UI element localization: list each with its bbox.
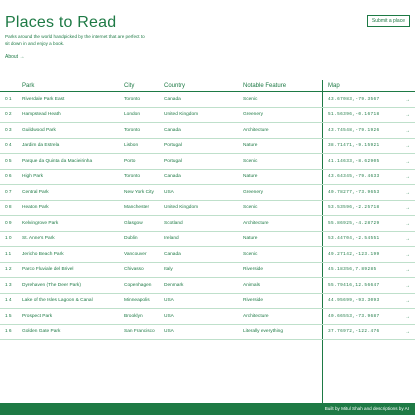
- map-coordinates: 51.56396,-0.16718: [328, 112, 380, 117]
- notable-feature: Literally everything: [243, 329, 283, 334]
- open-arrow-icon[interactable]: →: [405, 267, 410, 273]
- notable-feature: Nature: [243, 174, 258, 179]
- open-arrow-icon[interactable]: →: [405, 158, 410, 165]
- country-name: Canada: [164, 174, 181, 179]
- city-name: Vancouver: [124, 251, 147, 257]
- notable-feature: Greenery: [243, 112, 263, 117]
- table-row[interactable]: [0, 170, 415, 186]
- city-name: Chivasso: [124, 267, 144, 272]
- table-body: [0, 92, 415, 340]
- footer-credit-link[interactable]: Built by Mitul Shah and descriptions by AI: [324, 406, 409, 411]
- column-header-feature: Notable Feature: [243, 83, 287, 89]
- submit-place-button[interactable]: Submit a place: [367, 15, 410, 27]
- map-coordinates: 43.67083,-79.3567: [328, 96, 380, 102]
- map-coordinates: 44.95699,-93.3093: [328, 298, 380, 303]
- table-row[interactable]: [0, 325, 415, 341]
- row-number: 04: [5, 143, 13, 148]
- city-name: Dublin: [124, 236, 138, 241]
- park-name: Prospect Park: [22, 313, 53, 319]
- open-arrow-icon[interactable]: →: [405, 282, 410, 289]
- country-name: Ireland: [164, 236, 179, 241]
- open-arrow-icon[interactable]: →: [405, 205, 410, 211]
- row-number: 06: [5, 174, 13, 179]
- city-name: Manchester: [124, 205, 150, 210]
- park-name: Central Park: [22, 189, 49, 195]
- city-name: Glasgow: [124, 220, 143, 226]
- map-coordinates: 37.76972,-122.476: [328, 329, 380, 334]
- country-name: Canada: [164, 127, 181, 133]
- page-header: [5, 13, 410, 60]
- park-name: Parco Fluviale del Brivel: [22, 267, 74, 272]
- table-row[interactable]: [0, 92, 415, 108]
- open-arrow-icon[interactable]: →: [405, 236, 410, 242]
- park-name: Heaton Park: [22, 205, 49, 210]
- row-number: 10: [5, 236, 13, 241]
- notable-feature: Nature: [243, 236, 258, 241]
- open-arrow-icon[interactable]: →: [405, 127, 410, 134]
- table-row[interactable]: [0, 247, 415, 263]
- park-name: High Park: [22, 174, 44, 179]
- country-name: Scotland: [164, 220, 183, 226]
- notable-feature: Scenic: [243, 96, 258, 102]
- park-name: St. Anne's Park: [22, 236, 55, 241]
- park-name: Jericho Beach Park: [22, 251, 64, 257]
- open-arrow-icon[interactable]: →: [405, 96, 410, 103]
- country-name: United Kingdom: [164, 205, 199, 210]
- map-coordinates: 40.66553,-73.9687: [328, 313, 380, 319]
- row-number: 14: [5, 298, 13, 303]
- table-row[interactable]: [0, 201, 415, 217]
- table-row[interactable]: [0, 139, 415, 155]
- city-name: Minneapolis: [124, 298, 150, 303]
- parks-table: [0, 80, 415, 340]
- notable-feature: Greenery: [243, 189, 263, 195]
- notable-feature: Scenic: [243, 205, 258, 210]
- country-name: Denmark: [164, 282, 184, 288]
- column-header-city: City: [124, 83, 135, 89]
- park-name: Guildwood Park: [22, 127, 56, 133]
- park-name: Kelvingrove Park: [22, 220, 59, 226]
- notable-feature: Animals: [243, 282, 261, 288]
- row-number: 05: [5, 158, 13, 164]
- open-arrow-icon[interactable]: →: [405, 220, 410, 227]
- map-coordinates: 55.79416,12.56647: [328, 282, 380, 288]
- page-subtitle: Parks around the world handpicked by the internet that are perfect to sit down in and enjoy a book.: [5, 34, 145, 46]
- map-coordinates: 53.53596,-2.25718: [328, 205, 380, 210]
- table-row[interactable]: [0, 294, 415, 310]
- map-coordinates: 43.64345,-79.4633: [328, 174, 380, 179]
- open-arrow-icon[interactable]: →: [405, 313, 410, 320]
- open-arrow-icon[interactable]: →: [405, 298, 410, 304]
- page-title: Places to Read: [5, 14, 117, 31]
- notable-feature: Scenic: [243, 251, 258, 257]
- park-name: Dyrehaven (The Deer Park): [22, 282, 81, 288]
- country-name: Portugal: [164, 158, 182, 164]
- table-row[interactable]: [0, 278, 415, 294]
- country-name: Italy: [164, 267, 173, 272]
- row-number: 03: [5, 127, 13, 133]
- row-number: 01: [5, 96, 13, 102]
- city-name: Toronto: [124, 96, 140, 102]
- park-name: Parque da Quinta da Macieirinha: [22, 158, 93, 164]
- column-header-park: Park: [22, 83, 35, 89]
- row-number: 13: [5, 282, 13, 288]
- city-name: London: [124, 112, 141, 117]
- table-row[interactable]: [0, 154, 415, 170]
- park-name: Lake of the Isles Lagoon & Canal: [22, 298, 93, 303]
- open-arrow-icon[interactable]: →: [405, 174, 410, 180]
- city-name: Toronto: [124, 127, 140, 133]
- map-coordinates: 53.44704,-2.54551: [328, 236, 380, 241]
- open-arrow-icon[interactable]: →: [405, 143, 410, 149]
- country-name: Canada: [164, 251, 181, 257]
- open-arrow-icon[interactable]: →: [405, 189, 410, 196]
- country-name: USA: [164, 189, 174, 195]
- map-coordinates: 55.86925,-4.28729: [328, 220, 380, 226]
- map-coordinates: 41.14633,-8.62905: [328, 158, 380, 164]
- park-name: Golden Gate Park: [22, 329, 61, 334]
- park-name: Riverdale Park East: [22, 96, 65, 102]
- open-arrow-icon[interactable]: →: [405, 112, 410, 118]
- country-name: USA: [164, 298, 174, 303]
- table-row[interactable]: [0, 108, 415, 124]
- notable-feature: Architecture: [243, 313, 269, 319]
- table-row[interactable]: [0, 263, 415, 279]
- column-header-country: Country: [164, 83, 186, 89]
- country-name: United Kingdom: [164, 112, 199, 117]
- open-arrow-icon[interactable]: →: [405, 329, 410, 335]
- row-number: 15: [5, 313, 13, 319]
- table-row[interactable]: [0, 232, 415, 248]
- table-row[interactable]: [0, 185, 415, 201]
- map-coordinates: 40.78277,-73.9653: [328, 189, 380, 195]
- map-coordinates: 38.71471,-9.15921: [328, 143, 380, 148]
- row-number: 08: [5, 205, 13, 210]
- table-row[interactable]: [0, 309, 415, 325]
- row-number: 16: [5, 329, 13, 334]
- city-name: San Francisco: [124, 329, 155, 334]
- column-header-map: Map: [328, 83, 340, 89]
- notable-feature: Nature: [243, 143, 258, 148]
- country-name: Portugal: [164, 143, 182, 148]
- notable-feature: Architecture: [243, 220, 269, 226]
- city-name: Copenhagen: [124, 282, 152, 288]
- notable-feature: Riverside: [243, 267, 263, 272]
- row-number: 07: [5, 189, 13, 195]
- notable-feature: Riverside: [243, 298, 263, 303]
- about-link[interactable]: About →: [5, 54, 25, 60]
- city-name: Toronto: [124, 174, 140, 179]
- park-name: Hampstead Heath: [22, 112, 61, 117]
- city-name: Porto: [124, 158, 136, 164]
- table-row[interactable]: [0, 123, 415, 139]
- city-name: New York City: [124, 189, 154, 195]
- park-name: Jardim da Estrela: [22, 143, 60, 148]
- table-header: [0, 80, 415, 92]
- city-name: Lisbon: [124, 143, 139, 148]
- map-coordinates: 43.74548,-79.1926: [328, 127, 380, 133]
- country-name: Canada: [164, 96, 181, 102]
- row-number: 12: [5, 267, 13, 272]
- country-name: USA: [164, 329, 174, 334]
- notable-feature: Scenic: [243, 158, 258, 164]
- footer: [0, 403, 415, 415]
- country-name: USA: [164, 313, 174, 319]
- map-coordinates: 45.18356,7.89285: [328, 267, 377, 272]
- row-number: 11: [5, 251, 13, 257]
- notable-feature: Architecture: [243, 127, 269, 133]
- row-number: 09: [5, 220, 13, 226]
- row-number: 02: [5, 112, 13, 117]
- map-coordinates: 49.27142,-123.199: [328, 251, 380, 257]
- table-row[interactable]: [0, 216, 415, 232]
- open-arrow-icon[interactable]: →: [405, 251, 410, 258]
- city-name: Brooklyn: [124, 313, 143, 319]
